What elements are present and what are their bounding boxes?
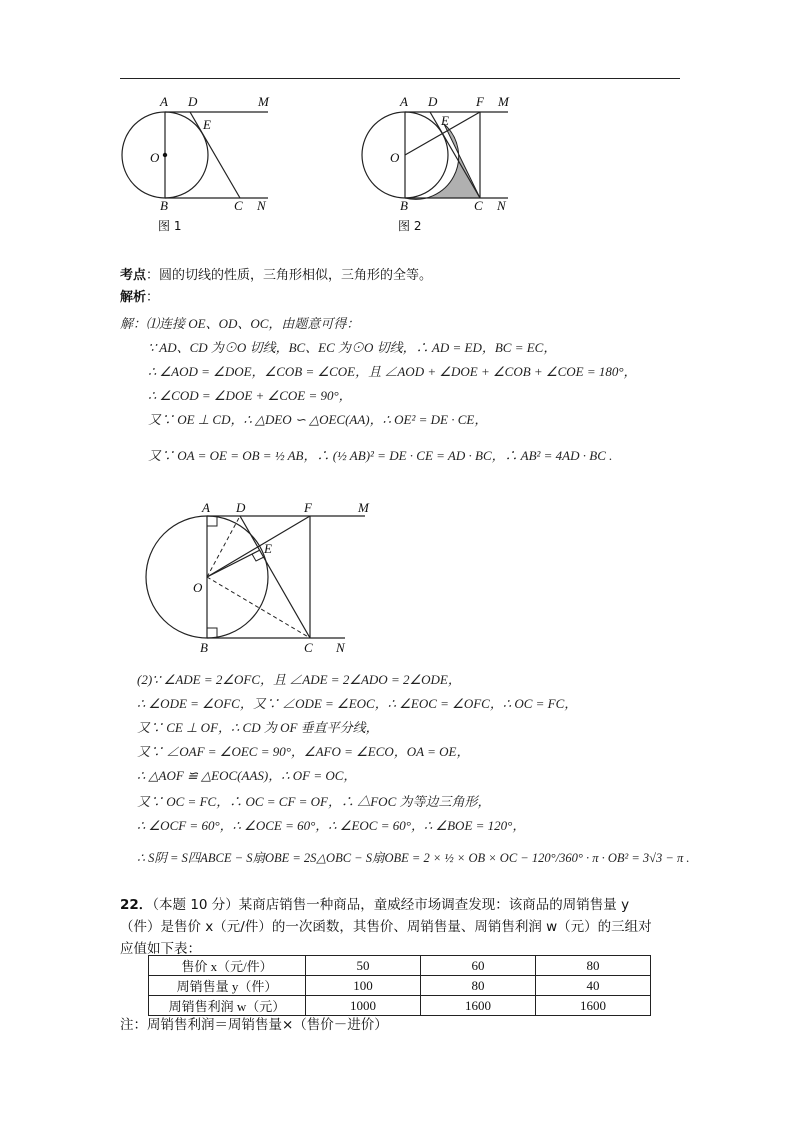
table-cell: 周销售利润 w（元） bbox=[149, 996, 306, 1016]
label-d: D bbox=[428, 94, 438, 109]
label-f: F bbox=[304, 500, 312, 515]
sol2-line-7: ∴ S阴 = S四ABCE − S扇OBE = 2S△OBC − S扇OBE = 2 × ½ × OB × OC − 120°/360° · π · OB² = 3√3 − π . bbox=[137, 851, 690, 865]
table-cell: 50 bbox=[306, 956, 421, 976]
table-cell: 100 bbox=[306, 976, 421, 996]
jiexi-line bbox=[120, 290, 159, 306]
label-c: C bbox=[304, 640, 313, 655]
label-n: N bbox=[497, 198, 506, 213]
sol2-line-6: ∴ ∠OCF = 60°，∴ ∠OCE = 60°，∴ ∠EOC = 60°，∴ ∠BOE = 120°， bbox=[137, 818, 526, 833]
sol2-line-2: 又∵ CE ⊥ OF，∴ CD 为 OF 垂直平分线， bbox=[137, 720, 379, 735]
q22-text-1: （本题 10 分）某商店销售一种商品，童威经市场调查发现：该商品的周销售量 y bbox=[152, 897, 630, 913]
table-cell: 80 bbox=[421, 976, 536, 996]
label-b: B bbox=[400, 198, 408, 213]
q22-text-3: 应值如下表： bbox=[120, 941, 201, 957]
figure-2-caption: 图 2 bbox=[398, 219, 422, 233]
label-m: M bbox=[258, 94, 269, 109]
table-cell: 1600 bbox=[536, 996, 651, 1016]
sol1-line-2: ∴ ∠AOD = ∠DOE，∠COB = ∠COE，且 ∠AOD + ∠DOE + ∠COB + ∠COE = 180°， bbox=[148, 364, 637, 379]
kaodian-text: ：圆的切线的性质，三角形相似，三角形的全等。 bbox=[146, 268, 433, 283]
label-e: E bbox=[203, 117, 211, 132]
label-e: E bbox=[264, 541, 272, 556]
label-d: D bbox=[188, 94, 198, 109]
label-a: A bbox=[202, 500, 210, 515]
table-cell: 80 bbox=[536, 956, 651, 976]
label-n: N bbox=[257, 198, 266, 213]
label-o: O bbox=[150, 150, 160, 165]
sol1-line-1: ∵ AD、CD 为⊙O 切线，BC、EC 为⊙O 切线，∴ AD = ED，BC = EC， bbox=[148, 340, 557, 355]
sol2-line-0: (2)∵ ∠ADE = 2∠OFC，且 ∠ADE = 2∠ADO = 2∠ODE， bbox=[137, 672, 461, 687]
q22-table bbox=[148, 955, 651, 1016]
kaodian-label: 考点 bbox=[120, 268, 147, 283]
label-n: N bbox=[336, 640, 345, 655]
table-cell: 40 bbox=[536, 976, 651, 996]
label-c: C bbox=[474, 198, 483, 213]
top-rule bbox=[120, 78, 680, 79]
sol1-line-5: 又∵ OA = OE = OB = ½ AB，∴ (½ AB)² = DE · CE = AD · BC，∴ AB² = 4AD · BC . bbox=[148, 448, 613, 463]
sol2-line-4: ∴ △AOF ≌ △EOC(AAS)，∴ OF = OC， bbox=[137, 768, 357, 783]
sol2-line-3: 又∵ ∠OAF = ∠OEC = 90°，∠AFO = ∠ECO，OA = OE， bbox=[137, 744, 470, 759]
sol1-line-3: ∴ ∠COD = ∠DOE + ∠COE = 90°， bbox=[148, 388, 352, 403]
label-b: B bbox=[160, 198, 168, 213]
label-a: A bbox=[400, 94, 408, 109]
label-m: M bbox=[498, 94, 509, 109]
q22-note: 注：周销售利润＝周销售量×（售价－进价） bbox=[120, 1017, 388, 1033]
label-d: D bbox=[236, 500, 246, 515]
table-cell: 60 bbox=[421, 956, 536, 976]
table-row bbox=[149, 996, 651, 1016]
label-a: A bbox=[160, 94, 168, 109]
sol1-line-0: 解：⑴连接 OE、OD、OC，由题意可得： bbox=[120, 316, 360, 331]
jiexi-label: 解析 bbox=[120, 290, 147, 305]
kaodian-line bbox=[120, 268, 432, 284]
label-o: O bbox=[193, 580, 203, 595]
table-cell: 售价 x（元/件） bbox=[149, 956, 306, 976]
label-m: M bbox=[358, 500, 369, 515]
q22-line-1 bbox=[120, 894, 680, 916]
label-b: B bbox=[200, 640, 208, 655]
jiexi-text: ： bbox=[146, 290, 160, 305]
label-f: F bbox=[476, 94, 484, 109]
figure-2 bbox=[350, 90, 530, 240]
sol2-line-5: 又∵ OC = FC，∴ OC = CF = OF，∴ △FOC 为等边三角形， bbox=[137, 794, 491, 809]
label-c: C bbox=[234, 198, 243, 213]
table-row bbox=[149, 976, 651, 996]
figure-3 bbox=[140, 500, 390, 660]
sol2-line-1: ∴ ∠ODE = ∠OFC，又∵ ∠ODE = ∠EOC，∴ ∠EOC = ∠OFC，∴ OC = FC， bbox=[137, 696, 578, 711]
sol1-line-4: 又∵ OE ⊥ CD，∴ △DEO ∽ △OEC(AA)，∴ OE² = DE · CE， bbox=[148, 412, 488, 427]
table-row bbox=[149, 956, 651, 976]
table-cell: 周销售量 y（件） bbox=[149, 976, 306, 996]
q22-text-2: （件）是售价 x（元/件）的一次函数，其售价、周销售量、周销售利润 w（元）的三组对 bbox=[120, 919, 652, 935]
figure-1 bbox=[110, 90, 290, 240]
label-o: O bbox=[390, 150, 400, 165]
table-cell: 1000 bbox=[306, 996, 421, 1016]
q22-number: 22． bbox=[120, 897, 153, 913]
table-cell: 1600 bbox=[421, 996, 536, 1016]
label-e: E bbox=[441, 113, 449, 128]
figure-1-caption: 图 1 bbox=[158, 219, 182, 233]
